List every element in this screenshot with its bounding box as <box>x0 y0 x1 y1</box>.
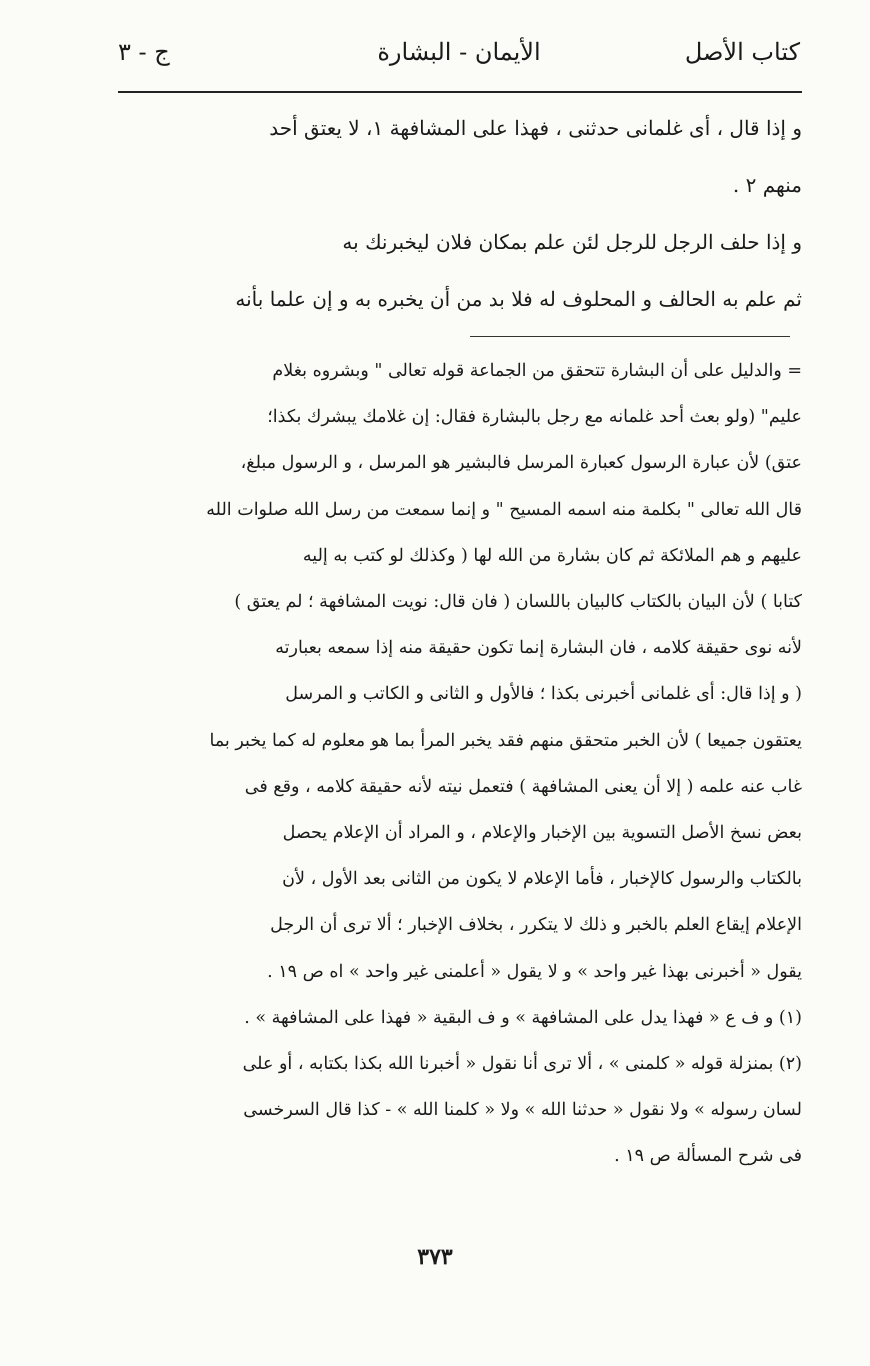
book-title: كتاب الأصل <box>684 38 800 66</box>
footnote-line: الإعلام إيقاع العلم بالخبر و ذلك لا يتكرر ، بخلاف الإخبار ؛ ألا ترى أن الرجل <box>270 915 802 936</box>
footnote-line: قال الله تعالى " بكلمة منه اسمه المسيح " و إنما سمعت من رسل الله صلوات الله <box>206 499 802 520</box>
main-line: و إذا حلف الرجل للرجل لئن علم بمكان فلان ليخبرنك به <box>342 230 802 254</box>
chapter-title: الأيمان - البشارة <box>377 38 541 66</box>
footnote-line: عتق) لأن عبارة الرسول كعبارة المرسل فالبشير هو المرسل ، و الرسول مبلغ، <box>240 453 802 474</box>
footnote-line: بعض نسخ الأصل التسوية بين الإخبار والإعلام ، و المراد أن الإعلام يحصل <box>282 823 802 844</box>
footnote-separator <box>470 336 790 337</box>
footnote-line: (٢) بمنزلة قوله « كلمنى » ، ألا ترى أنا نقول « أخبرنا الله بكذا بكتابه ، أو على <box>242 1054 802 1075</box>
main-line: ثم علم به الحالف و المحلوف له فلا بد من أن يخبره به و إن علما بأنه <box>235 287 802 311</box>
footnote-line: ( و إذا قال: أى غلمانى أخبرنى بكذا ؛ فالأول و الثانى و الكاتب و المرسل <box>285 684 802 705</box>
footnote-line: يعتقون جميعا ) لأن الخبر متحقق منهم فقد يخبر المرأ بما هو معلوم له كما يخبر بما <box>209 730 802 751</box>
footnote-line: غاب عنه علمه ( إلا أن يعنى المشافهة ) فتعمل نيته لأنه حقيقة كلامه ، وقع فى <box>244 776 802 797</box>
footnote-line: عليم" (ولو بعث أحد غلمانه مع رجل بالبشارة فقال: إن غلامك يبشرك بكذا؛ <box>267 407 802 428</box>
footnote-line: لأنه نوى حقيقة كلامه ، فان البشارة إنما تكون حقيقة منه إذا سمعه بعبارته <box>275 638 802 659</box>
header-rule <box>118 91 802 93</box>
volume-number: ج - ٣ <box>118 38 170 66</box>
footnote-line: فى شرح المسألة ص ١٩ . <box>614 1146 802 1167</box>
footnote-line: لسان رسوله » ولا نقول « حدثنا الله » ولا « كلمنا الله » - كذا قال السرخسى <box>243 1100 802 1121</box>
footnote-line: بالكتاب والرسول كالإخبار ، فأما الإعلام لا يكون من الثانى بعد الأول ، لأن <box>282 869 802 890</box>
main-line: منهم ٢ . <box>732 173 802 197</box>
footnote-line: (١) و ف ع « فهذا يدل على المشافهة » و ف البقية « فهذا على المشافهة » . <box>244 1007 802 1028</box>
footnotes <box>118 348 802 1180</box>
footnote-line: = والدليل على أن البشارة تتحقق من الجماعة قوله تعالى " وبشروه بغلام <box>272 361 802 381</box>
footnote-line: يقول « أخبرنى بهذا غير واحد » و لا يقول « أعلمنى غير واحد » اه ص ١٩ . <box>267 961 802 982</box>
footnote-line: كتابا ) لأن البيان بالكتاب كالبيان باللسان ( فان قال: نويت المشافهة ؛ لم يعتق ) <box>234 592 802 613</box>
main-line: و إذا قال ، أى غلمانى حدثنى ، فهذا على المشافهة ١، لا يعتق أحد <box>269 116 802 140</box>
running-header <box>118 38 800 82</box>
main-text <box>118 100 802 328</box>
footnote-line: عليهم و هم الملائكة ثم كان بشارة من الله لها ( وكذلك لو كتب به إليه <box>302 545 802 566</box>
page-number: ٣٧٣ <box>417 1244 453 1270</box>
